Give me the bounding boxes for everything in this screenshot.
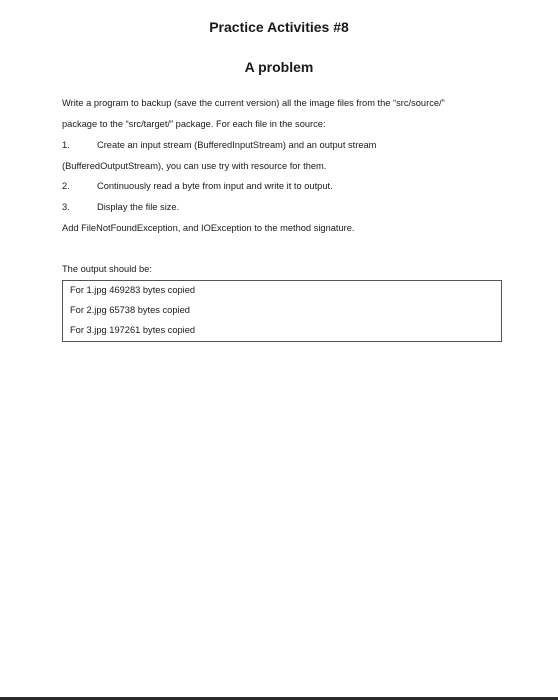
intro-text-line-2: package to the “src/target/” package. For each file in the source: [62, 119, 326, 129]
page-subtitle: A problem [244, 59, 314, 75]
output-heading: The output should be: [62, 264, 152, 274]
output-box [62, 280, 502, 342]
step-1-continuation: (BufferedOutputStream), you can use try with resource for them. [62, 161, 327, 171]
intro-text-line-1: Write a program to backup (save the current version) all the image files from the “src/source/” [62, 98, 445, 108]
step-3-number: 3. [62, 202, 70, 212]
output-line: For 1.jpg 469283 bytes copied [70, 285, 196, 295]
output-line: For 3.jpg 197261 bytes copied [70, 325, 196, 335]
step-2-text: Continuously read a byte from input and write it to output. [97, 181, 333, 191]
output-line: For 2.jpg 65738 bytes copied [70, 305, 190, 315]
step-1-number: 1. [62, 140, 70, 150]
closing-text: Add FileNotFoundException, and IOException to the method signature. [62, 223, 355, 233]
step-3-text: Display the file size. [97, 202, 180, 212]
step-2-number: 2. [62, 181, 70, 191]
step-1-text: Create an input stream (BufferedInputStream) and an output stream [97, 140, 377, 150]
page-title: Practice Activities #8 [209, 19, 349, 35]
